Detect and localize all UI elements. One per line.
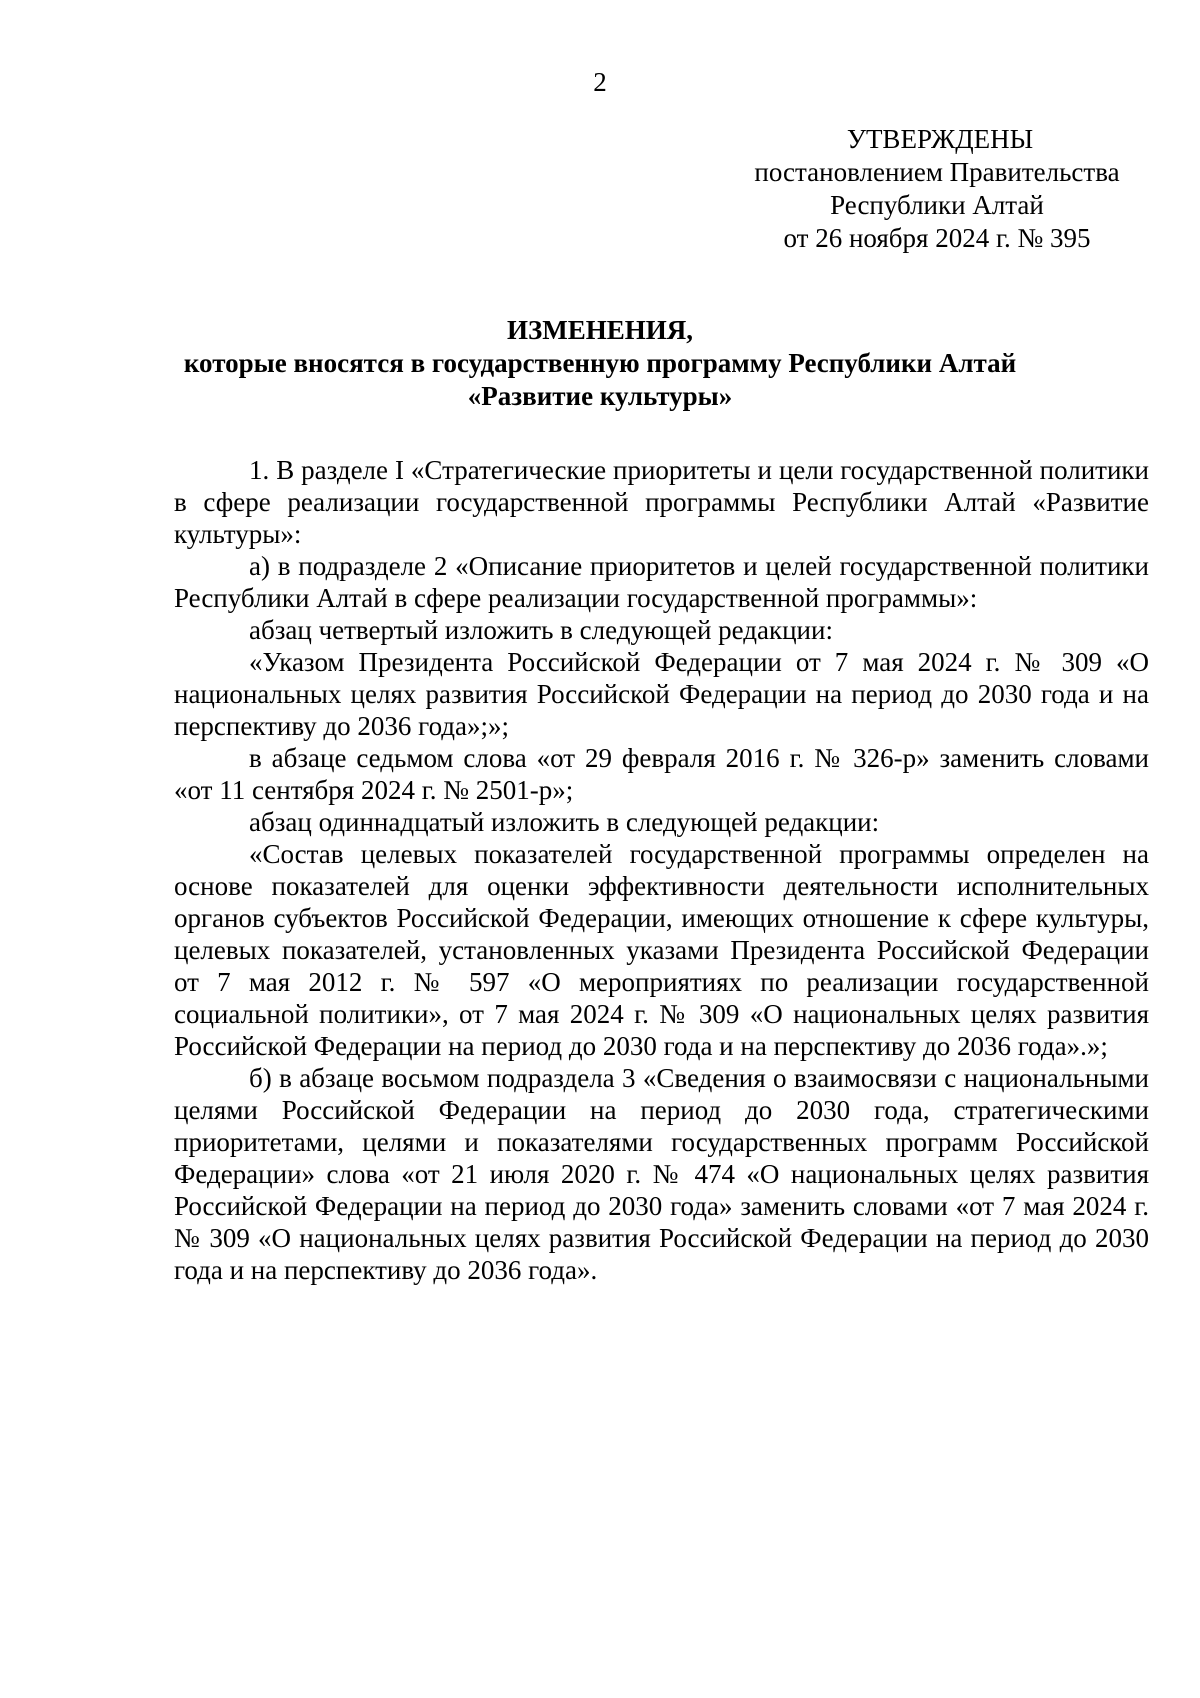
paragraph-4: «Указом Президента Российской Федерации от 7 мая 2024 г. № 309 «О национальных целях развития Российской Федерации на период до 2030 года и на перспективу до 2036 года»;»; — [174, 647, 1149, 741]
paragraph-2: а) в подразделе 2 «Описание приоритетов и целей государственной политики Республики Алтай в сфере реализации государственной программы»: — [174, 551, 1149, 613]
document-title — [150, 314, 1050, 413]
paragraph-7: «Состав целевых показателей государственной программы определен на основе показателей для оценки эффективности деятельности исполнительных органов субъектов Российской Федерации, имеющих отношение к сфере культуры, целевых показателей, установленных указами Президента Российской Федерации от 7 мая 2012 г. № 597 «О мероприятиях по реализации государственной социальной политики», от 7 мая 2024 г. № 309 «О национальных целях развития Российской Федерации на период до 2030 года и на перспективу до 2036 года».»; — [174, 839, 1149, 1061]
approval-line-3: от 26 ноября 2024 г. № 395 — [783, 223, 1091, 253]
approval-stamp — [738, 123, 1136, 255]
title-line-3: «Развитие культуры» — [467, 381, 733, 411]
document-body — [174, 454, 1149, 1286]
paragraph-5: в абзаце седьмом слова «от 29 февраля 2016 г. № 326-р» заменить словами «от 11 сентября 2024 г. № 2501-р»; — [174, 743, 1149, 805]
page-number: 2 — [593, 67, 607, 97]
approval-line-2: Республики Алтай — [830, 190, 1044, 220]
title-line-1: ИЗМЕНЕНИЯ, — [506, 315, 693, 345]
paragraph-6: абзац одиннадцатый изложить в следующей редакции: — [249, 807, 880, 837]
paragraph-3: абзац четвертый изложить в следующей редакции: — [249, 615, 833, 645]
approval-line-1: постановлением Правительства — [754, 157, 1120, 187]
paragraph-8: б) в абзаце восьмом подраздела 3 «Сведения о взаимосвязи с национальными целями Российской Федерации на период до 2030 года, стратегическими приоритетами, целями и показателями государственных программ Российской Федерации» слова «от 21 июля 2020 г. № 474 «О национальных целях развития Российской Федерации на период до 2030 года» заменить словами «от 7 мая 2024 г. № 309 «О национальных целях развития Российской Федерации на период до 2030 года и на перспективу до 2036 года». — [174, 1063, 1149, 1285]
approval-heading: УТВЕРЖДЕНЫ — [846, 124, 1034, 154]
paragraph-1: 1. В разделе I «Стратегические приоритеты и цели государственной политики в сфере реализации государственной программы Республики Алтай «Развитие культуры»: — [174, 455, 1149, 549]
title-line-2: которые вносятся в государственную программу Республики Алтай — [183, 348, 1017, 378]
